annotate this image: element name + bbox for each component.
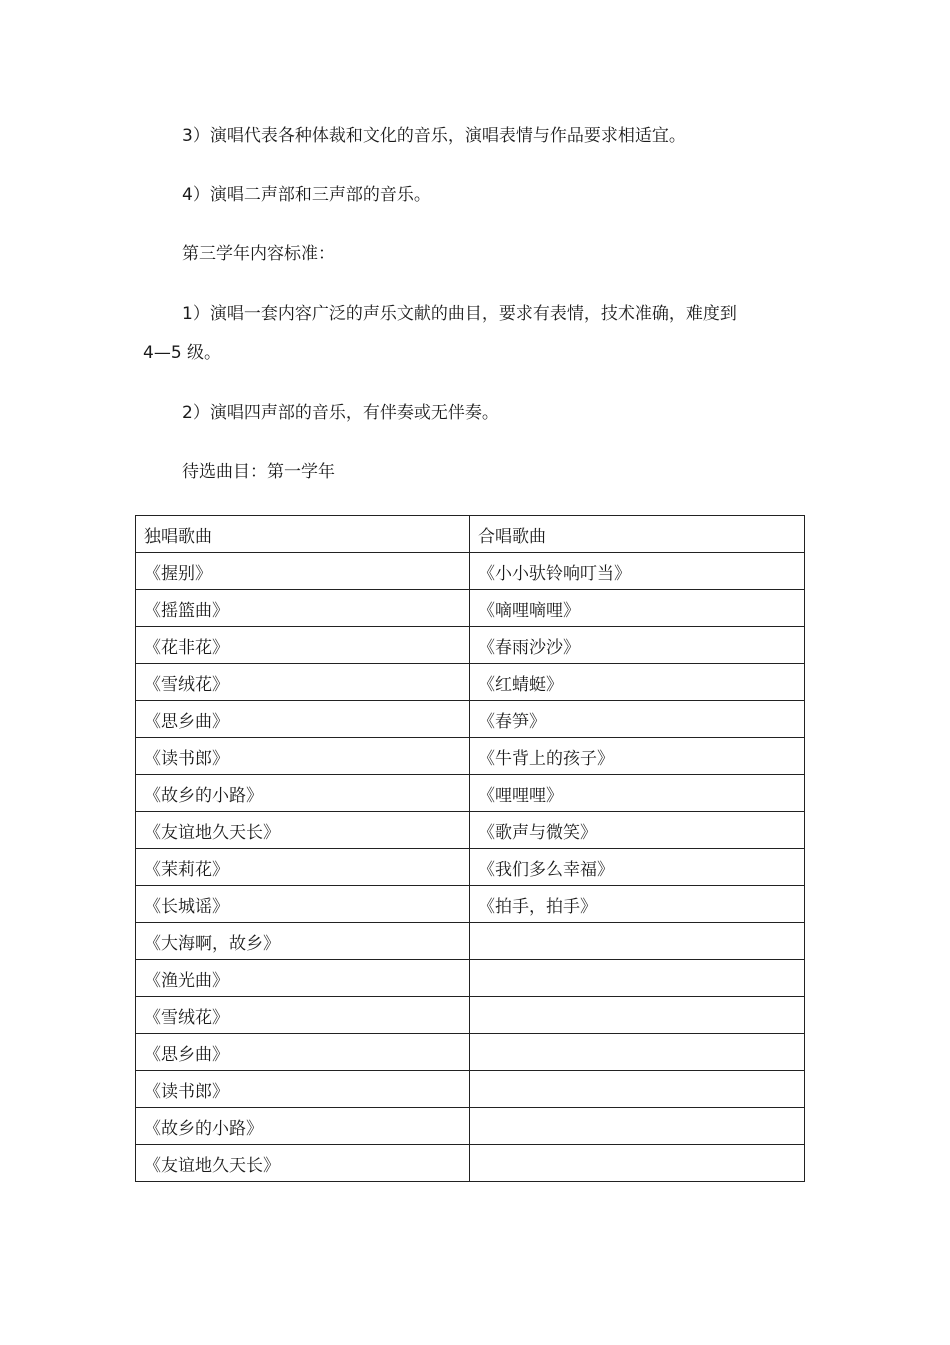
- table-row: [136, 960, 805, 997]
- table-row: [136, 1071, 805, 1108]
- table-row: [136, 812, 805, 849]
- table-cell: 《春雨沙沙》: [470, 627, 805, 664]
- table-cell: 《歌声与微笑》: [470, 812, 805, 849]
- table-row: [136, 886, 805, 923]
- table-cell: [470, 1071, 805, 1108]
- table-row: [136, 775, 805, 812]
- table-cell: 《友谊地久天长》: [136, 1145, 470, 1182]
- table-row: [136, 923, 805, 960]
- table-row: [136, 553, 805, 590]
- table-cell: 《春笋》: [470, 701, 805, 738]
- table-row: [136, 627, 805, 664]
- table-cell: 《雪绒花》: [136, 664, 470, 701]
- table-cell: 《读书郎》: [136, 1071, 470, 1108]
- table-cell: [470, 997, 805, 1034]
- column-header-solo: 独唱歌曲: [136, 516, 470, 553]
- table-row: [136, 1145, 805, 1182]
- section-heading-year-three: 第三学年内容标准：: [182, 244, 335, 264]
- table-cell: 《故乡的小路》: [136, 1108, 470, 1145]
- table-cell: 《嘀哩嘀哩》: [470, 590, 805, 627]
- table-cell: [470, 1034, 805, 1071]
- table-cell: 《思乡曲》: [136, 701, 470, 738]
- table-row: [136, 849, 805, 886]
- table-cell: 《读书郎》: [136, 738, 470, 775]
- repertoire-table: [135, 515, 805, 1182]
- table-cell: 《小小驮铃响叮当》: [470, 553, 805, 590]
- table-cell: [470, 1145, 805, 1182]
- paragraph-item-1-year-three: [143, 304, 737, 363]
- table-cell: 《友谊地久天长》: [136, 812, 470, 849]
- table-cell: 《拍手，拍手》: [470, 886, 805, 923]
- paragraph-line: 4—5 级。: [143, 343, 222, 363]
- table-row: [136, 1108, 805, 1145]
- paragraph-item-3: 3）演唱代表各种体裁和文化的音乐，演唱表情与作品要求相适宜。: [182, 126, 686, 146]
- table-cell: 《故乡的小路》: [136, 775, 470, 812]
- table-cell: 《牛背上的孩子》: [470, 738, 805, 775]
- table-cell: [470, 1108, 805, 1145]
- table-row: [136, 738, 805, 775]
- table-header-row: [136, 516, 805, 553]
- table-cell: 《茉莉花》: [136, 849, 470, 886]
- paragraph-item-4: 4）演唱二声部和三声部的音乐。: [182, 185, 431, 205]
- table-row: [136, 664, 805, 701]
- repertoire-heading: 待选曲目：第一学年: [182, 462, 335, 482]
- table-cell: 《握别》: [136, 553, 470, 590]
- table-cell: 《渔光曲》: [136, 960, 470, 997]
- table-row: [136, 701, 805, 738]
- table-row: [136, 997, 805, 1034]
- table-row: [136, 1034, 805, 1071]
- table-cell: 《我们多么幸福》: [470, 849, 805, 886]
- table-cell: 《摇篮曲》: [136, 590, 470, 627]
- table-cell: 《花非花》: [136, 627, 470, 664]
- table-row: [136, 590, 805, 627]
- table-cell: [470, 923, 805, 960]
- table-cell: 《哩哩哩》: [470, 775, 805, 812]
- table-cell: 《长城谣》: [136, 886, 470, 923]
- paragraph-line: 1）演唱一套内容广泛的声乐文献的曲目，要求有表情，技术准确，难度到: [182, 304, 737, 324]
- table-cell: [470, 960, 805, 997]
- paragraph-item-2-year-three: 2）演唱四声部的音乐，有伴奏或无伴奏。: [182, 403, 499, 423]
- table-cell: 《大海啊，故乡》: [136, 923, 470, 960]
- table-cell: 《雪绒花》: [136, 997, 470, 1034]
- table-cell: 《红蜻蜓》: [470, 664, 805, 701]
- column-header-choir: 合唱歌曲: [470, 516, 805, 553]
- table-cell: 《思乡曲》: [136, 1034, 470, 1071]
